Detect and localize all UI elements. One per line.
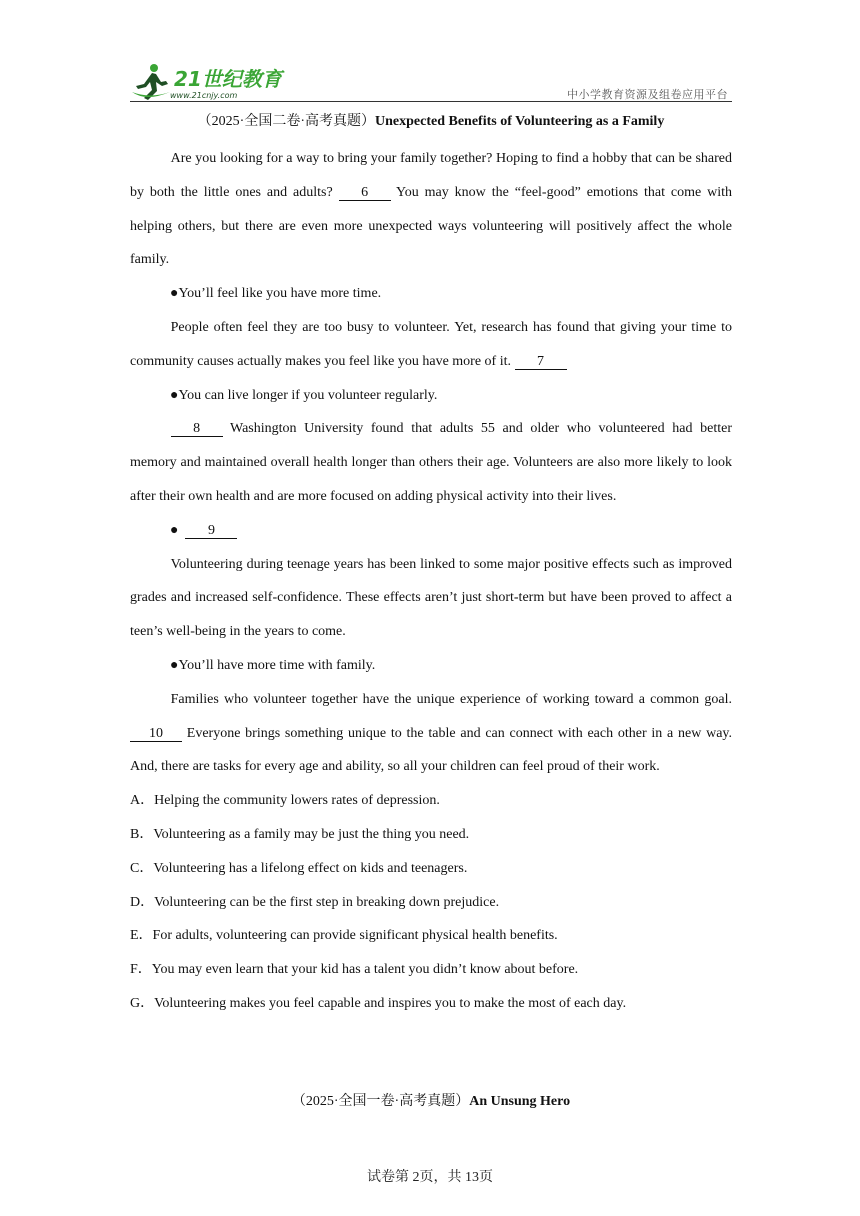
platform-name: 中小学教育资源及组卷应用平台 [567,88,728,101]
answer-options [130,784,732,1021]
option-c: C．Volunteering has a lifelong effect on kids and teenagers. [130,860,468,876]
intro-text-b: You may know the “feel-good” emotions that come with helping others, but there are even more unexpected ways volunteering will positively affect the whole family. [130,184,733,268]
blank-9: 9 [185,524,237,539]
option-b: B．Volunteering as a family may be just the thing you need. [130,826,470,842]
paragraph-live-longer [130,412,732,513]
passage-one-title-line [130,110,732,134]
paragraph-family-text-a: Families who volunteer together have the unique experience of working toward a common goal. [170,691,732,707]
passage-one-source: （2025·全国二卷·高考真题） [197,114,375,129]
passage-two-title: An Unsung Hero [469,1094,571,1109]
paragraph-live-longer-text: Washington University found that adults 55 and older who volunteered had better memory and maintained overall health longer than others their age. Volunteers are also more likely to look after their own health and are more focused on adding physical activity into their lives. [130,421,732,504]
blank-7: 7 [515,355,567,370]
paragraph-more-time-text: People often feel they are too busy to volunteer. Yet, research has found that giving your time to community causes actually makes you feel like you have more of it. [130,319,732,369]
heading-blank-9 [130,514,732,548]
paragraph-family-text-b: Everyone brings something unique to the table and can connect with each other in a new way. And, there are tasks for every age and ability, so all your children can feel proud of their work. [130,725,733,775]
heading-family-time: ●You’ll have more time with family. [170,657,376,673]
intro-paragraph [130,142,732,277]
passage-one-title: Unexpected Benefits of Volunteering as a Family [375,114,665,129]
passage-two-source: （2025·全国一卷·高考真题） [291,1094,470,1109]
logo-21cnjy [130,62,290,102]
intro-text-a: Are you looking for a way to bring your family together? Hoping to find a hobby that can be shared by both the little ones and adults? [130,151,732,200]
option-g: G．Volunteering makes you feel capable and inspires you to make the most of each day. [130,995,627,1011]
heading-more-time: ●You’ll feel like you have more time. [170,286,382,302]
paragraph-family-time [130,683,732,784]
option-f: F．You may even learn that your kid has a talent you didn’t know about before. [130,962,579,978]
page-number: 试卷第 2页，共 13页 [367,1170,493,1185]
page-header [130,62,732,104]
bullet-symbol: ● [170,522,179,538]
runner-icon [132,64,170,100]
option-e: E．For adults, volunteering can provide significant physical health benefits. [130,928,558,944]
header-divider [130,101,732,102]
option-a: A．Helping the community lowers rates of depression. [130,793,440,809]
passage-one [130,110,732,1021]
paragraph-more-time [130,311,732,379]
blank-6: 6 [339,186,391,201]
logo-main-text: 21世纪教育 [174,67,282,91]
paragraph-teenage: Volunteering during teenage years has been linked to some major positive effects such as improved grades and increased self-confidence. These effects aren’t just short-term but have been proved to affect a teen’s well-being in the years to come. [130,556,732,640]
heading-live-longer: ●You can live longer if you volunteer regularly. [170,387,438,403]
blank-10: 10 [130,727,182,742]
passage-two-title-line [130,1090,732,1110]
logo-url-text: www.21cnjy.com [170,91,238,100]
blank-8: 8 [171,422,223,437]
option-d: D．Volunteering can be the first step in breaking down prejudice. [130,894,500,910]
